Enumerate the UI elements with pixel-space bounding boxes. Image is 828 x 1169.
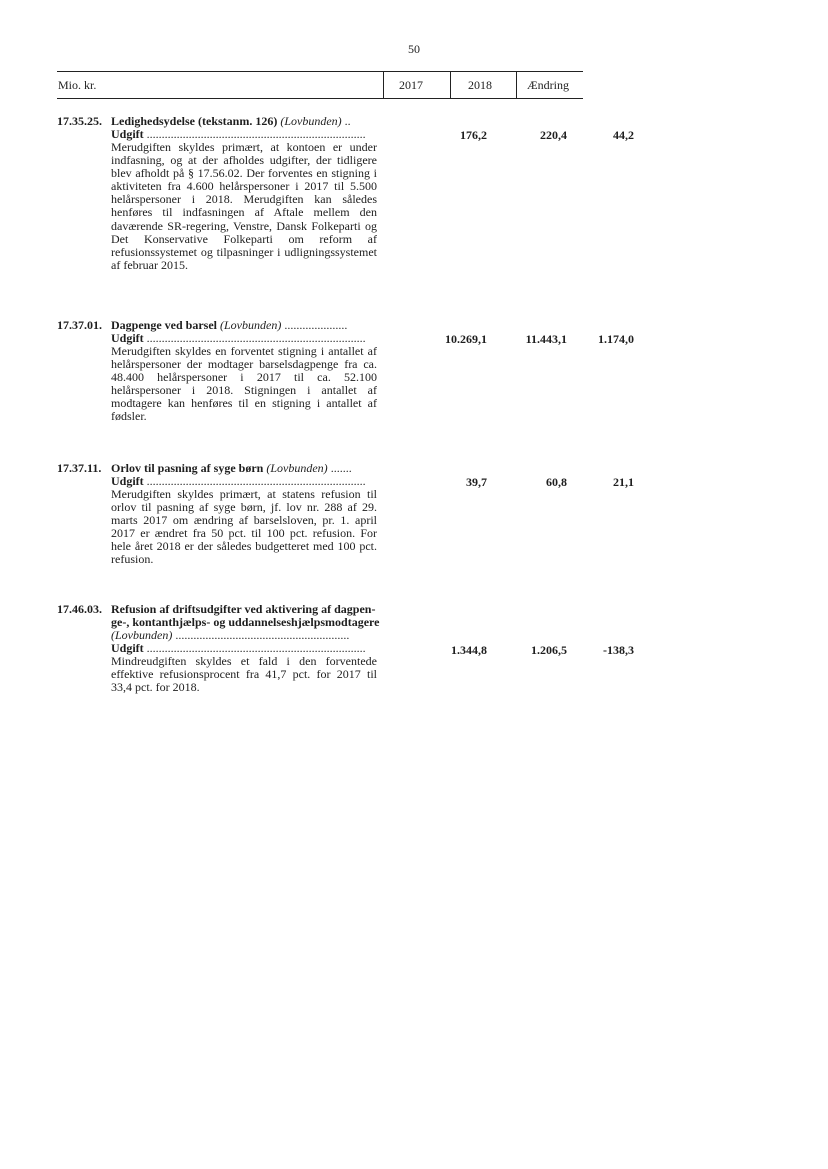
header-2017: 2017	[399, 78, 423, 92]
value-change: 1.174,0	[598, 332, 634, 346]
col-divider-1	[383, 72, 384, 99]
entry-title-line2: ge-, kontanthjælps- og uddannelseshjælpsmodtagere	[111, 615, 380, 629]
udgift-line: Udgift .........................................................................	[111, 128, 366, 141]
value-2017: 39,7	[466, 475, 487, 489]
entry-description: Merudgiften skyldes primært, at kontoen er under indfasning, og at der afholdes udgifter, der tidligere blev afholdt på § 17.56.02. Der forventes en stigning i aktiviteten fra 4.600 helårspersoner i 2017 til 5.500 helårspersoner i 2018. Merudgiften kan således henføres til indfasningen af Aftale mellem den daværende SR-regering, Venstre, Dansk Folkeparti og Det Konservative Folkeparti om reform af refusionssystemet og tilpasninger i udligningssystemet af februar 2015.	[111, 140, 377, 272]
budget-entry	[57, 318, 634, 429]
entry-code: 17.37.01.	[57, 318, 102, 332]
entry-title: Dagpenge ved barsel (Lovbunden) .....................	[111, 318, 348, 332]
value-2017: 10.269,1	[445, 332, 487, 346]
value-2018: 1.206,5	[531, 643, 567, 657]
value-2018: 220,4	[540, 128, 567, 142]
value-2018: 60,8	[546, 475, 567, 489]
entry-code: 17.46.03.	[57, 602, 102, 616]
header-change: Ændring	[527, 78, 569, 92]
value-change: 44,2	[613, 128, 634, 142]
entry-description: Mindreudgiften skyldes et fald i den forventede effektive refusionsprocent fra 41,7 pct. for 2017 til 33,4 pct. for 2018.	[111, 654, 377, 695]
udgift-line: Udgift .........................................................................	[111, 332, 366, 345]
header-unit: Mio. kr.	[58, 78, 97, 92]
entry-code: 17.35.25.	[57, 114, 102, 128]
udgift-line: Udgift .........................................................................	[111, 642, 366, 655]
entry-description: Merudgiften skyldes en forventet stigning i antallet af helårspersoner der modtager barselsdagpenge fra ca. 48.400 helårspersoner i 2017 til ca. 52.100 helårspersoner i 2018. Stigningen i antallet af modtagere kan henføres til en stigning i antallet af fødsler.	[111, 344, 377, 424]
budget-entry	[57, 114, 634, 295]
value-2017: 1.344,8	[451, 643, 487, 657]
col-divider-2	[450, 72, 451, 99]
value-2018: 11.443,1	[525, 332, 567, 346]
entry-code: 17.37.11.	[57, 461, 102, 475]
udgift-line: Udgift .........................................................................	[111, 475, 366, 488]
page-number: 50	[408, 42, 420, 56]
budget-entry	[57, 461, 634, 577]
value-2017: 176,2	[460, 128, 487, 142]
entry-title: Orlov til pasning af syge børn (Lovbunden) .......	[111, 461, 352, 475]
entry-title: Ledighedsydelse (tekstanm. 126) (Lovbunden) ..	[111, 114, 351, 128]
entry-title: Refusion af driftsudgifter ved aktivering af dagpen-	[111, 602, 376, 616]
entry-description: Merudgiften skyldes primært, at statens refusion til orlov til pasning af syge børn, jf. lov nr. 288 af 29. marts 2017 om ændring af barselsloven, pr. 1. april 2017 er ændret fra 50 pct. til 100 pct. refusion. For hele året 2018 er der således budgetteret med 100 pct. refusion.	[111, 487, 377, 567]
header-2018: 2018	[468, 78, 492, 92]
value-change: 21,1	[613, 475, 634, 489]
entry-law: (Lovbunden) ..........................................................	[111, 628, 350, 642]
col-divider-3	[516, 72, 517, 99]
header-top-rule	[57, 71, 583, 72]
header-bottom-rule	[57, 98, 583, 99]
value-change: -138,3	[603, 643, 634, 657]
budget-entry	[57, 602, 634, 713]
